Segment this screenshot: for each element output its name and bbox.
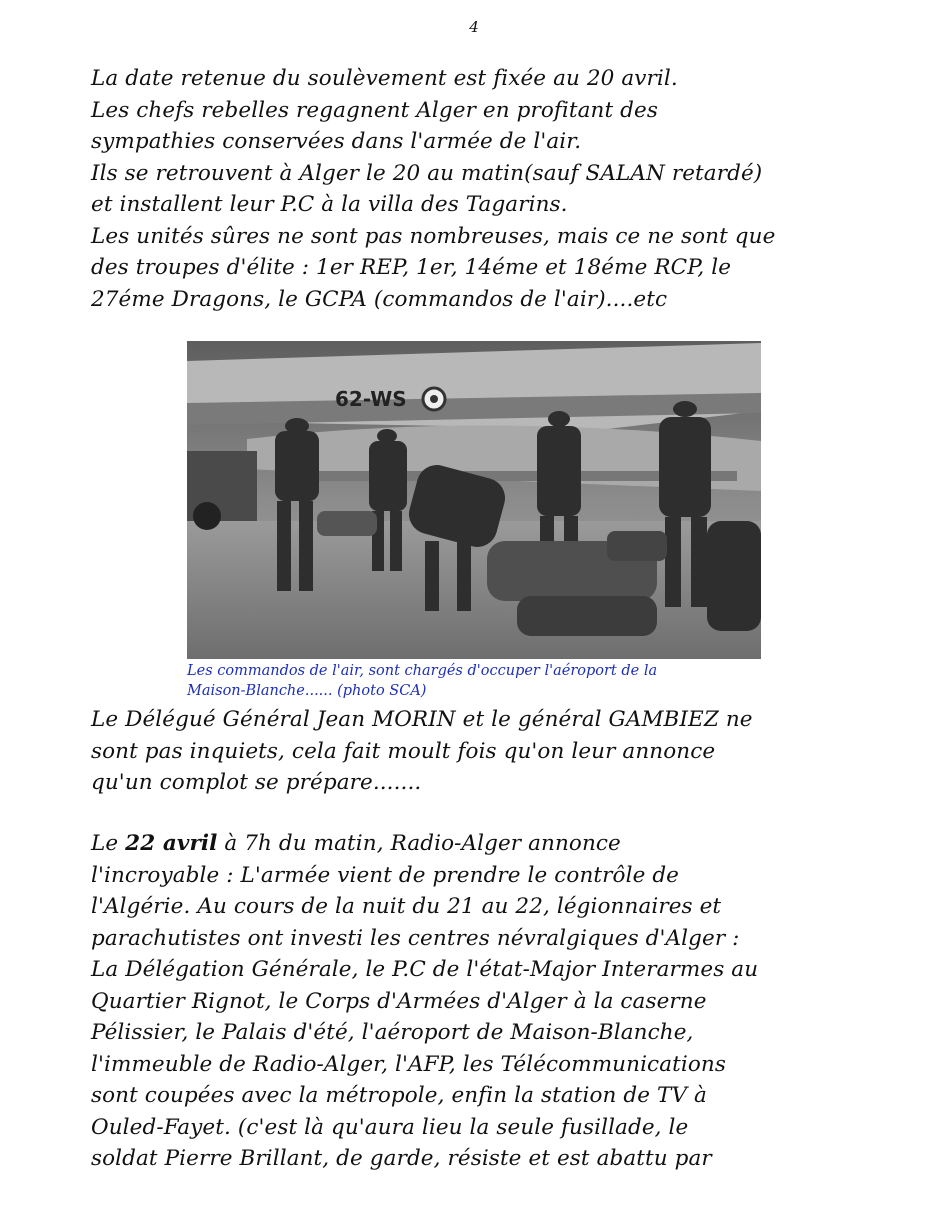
- commandos-photo: [187, 341, 761, 659]
- text-line: [91, 828, 758, 860]
- text-line: Pélissier, le Palais d'été, l'aéroport de Maison-Blanche,: [91, 1020, 694, 1045]
- page-number: 4: [469, 18, 479, 36]
- text-line: Les unités sûres ne sont pas nombreuses, mais ce ne sont que: [91, 223, 776, 249]
- text-line: Ils se retrouvent à Alger le 20 au matin(sauf SALAN retardé): [91, 160, 763, 186]
- text-line: et installent leur P.C à la villa des Tagarins.: [91, 192, 568, 217]
- caption-line: Les commandos de l'air, sont chargés d'occuper l'aéroport de la: [187, 663, 658, 679]
- text-line: La Délégation Générale, le P.C de l'état-Major Interarmes au: [91, 957, 759, 982]
- photo-caption: [187, 661, 657, 701]
- paragraph-radio-alger: [91, 828, 758, 1175]
- text-line: Les chefs rebelles regagnent Alger en profitant des: [91, 97, 658, 123]
- text-line: 27éme Dragons, le GCPA (commandos de l'air)....etc: [91, 286, 668, 312]
- paragraph-morin-gambiez: [91, 704, 753, 799]
- text-line: Le Délégué Général Jean MORIN et le général GAMBIEZ ne: [91, 707, 753, 732]
- paragraph-uprising-date: [91, 63, 775, 315]
- text-line: soldat Pierre Brillant, de garde, résiste et est abattu par: [91, 1146, 712, 1171]
- text-line: l'Algérie. Au cours de la nuit du 21 au 22, légionnaires et: [91, 894, 722, 919]
- text-line: sont pas inquiets, cela fait moult fois qu'on leur annonce: [91, 738, 716, 764]
- text-line: parachutistes ont investi les centres névralgiques d'Alger :: [91, 925, 740, 951]
- text-line: Ouled-Fayet. (c'est là qu'aura lieu la seule fusillade, le: [91, 1114, 689, 1140]
- text-line: l'incroyable : L'armée vient de prendre le contrôle de: [91, 862, 680, 888]
- caption-line: Maison-Blanche...... (photo SCA): [187, 683, 427, 699]
- line-prefix: Le: [91, 831, 126, 856]
- text-line: l'immeuble de Radio-Alger, l'AFP, les Télécommunications: [91, 1051, 726, 1077]
- line-suffix: à 7h du matin, Radio-Alger annonce: [217, 831, 621, 856]
- text-line: Quartier Rignot, le Corps d'Armées d'Alger à la caserne: [91, 988, 707, 1014]
- text-line: qu'un complot se prépare.......: [91, 770, 422, 795]
- text-line: La date retenue du soulèvement est fixée au 20 avril.: [91, 66, 678, 91]
- text-line: sont coupées avec la métropole, enfin la station de TV à: [91, 1083, 707, 1108]
- text-line: sympathies conservées dans l'armée de l'air.: [91, 129, 582, 154]
- date-emphasis: 22 avril: [125, 831, 218, 856]
- aircraft-marking: 62-WS: [335, 387, 407, 411]
- text-line: des troupes d'élite : 1er REP, 1er, 14éme et 18éme RCP, le: [91, 255, 732, 280]
